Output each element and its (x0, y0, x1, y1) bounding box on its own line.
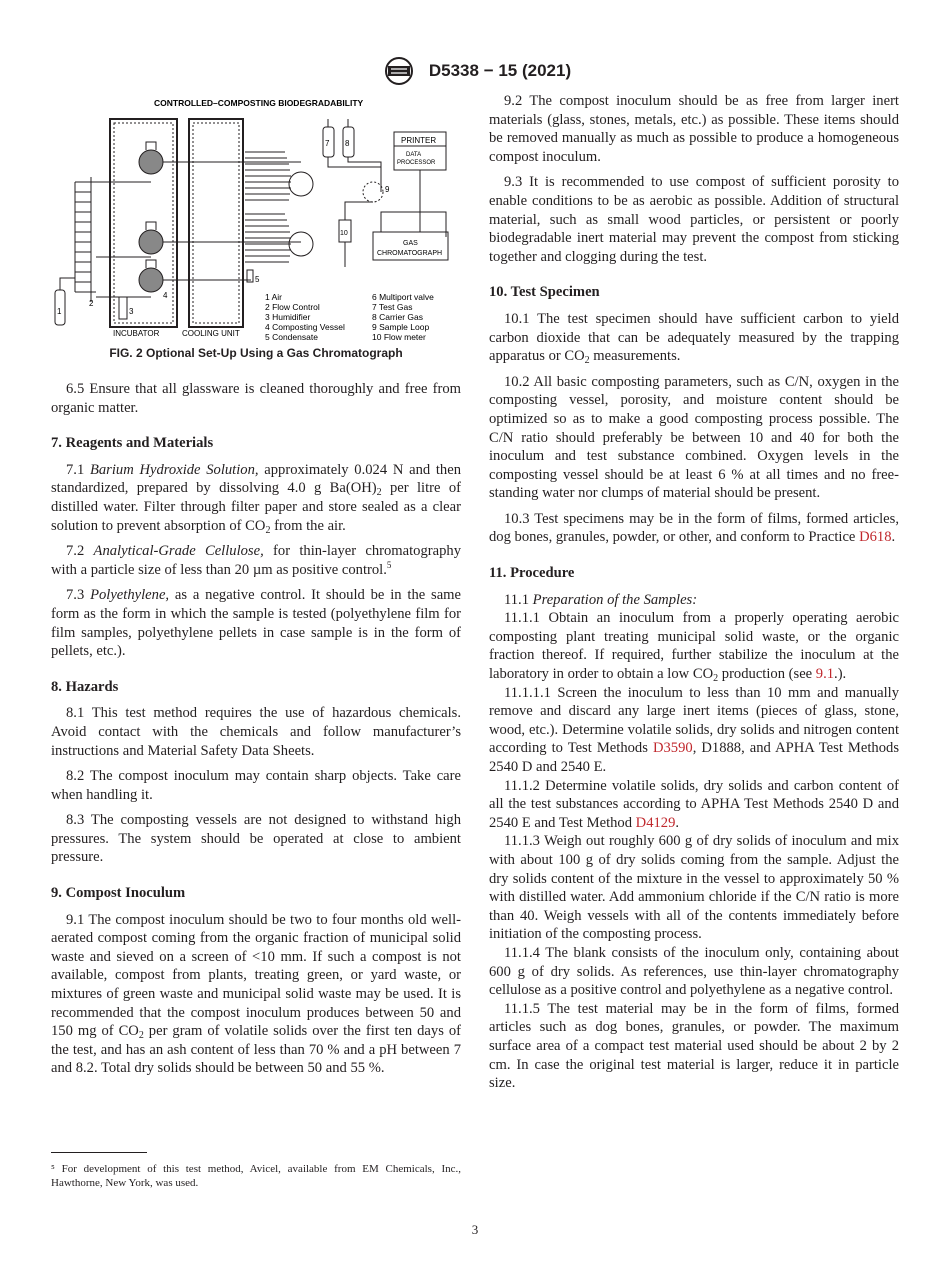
heading-section-7: 7. Reagents and Materials (51, 435, 214, 452)
label-incubator: INCUBATOR (113, 329, 160, 338)
label-9: 9 (385, 185, 390, 194)
heading-section-9: 9. Compost Inoculum (51, 885, 186, 902)
cooling-unit-box (189, 119, 243, 327)
para-10-2: 10.2 All basic composting parameters, such as C/N, oxygen in the composting vessel, porosity, and moisture content should be optimized so as to make a good composting process possible. The C/N ratio should preferably be between 10 and 40 for both the inoculum and test substance combined. Oxygen levels in the composting vessel should be at least 6 % at all times and no free-standing water nor clumps of material should be present. (489, 373, 899, 502)
page-number: 3 (471, 1222, 479, 1237)
legend-item: 6 Multiport valve (372, 292, 434, 302)
para-8-1: 8.1 This test method requires the use of hazardous chemicals. Avoid contact with the chemicals and follow manufacturer’s instructions and Material Safety Data Sheets. (51, 705, 461, 759)
link-d3590[interactable]: D3590 (652, 740, 693, 757)
cooling-unit-inner (193, 123, 239, 323)
left-column (51, 92, 461, 1085)
legend-item: 4 Composting Vessel (265, 322, 345, 332)
legend-item: 1 Air (265, 292, 283, 302)
composting-vessel-1 (139, 150, 163, 174)
link-d618[interactable]: D618 (859, 529, 892, 546)
legend-item: 9 Sample Loop (372, 322, 430, 332)
para-11-1-5: 11.1.5 The test material may be in the form of films, formed articles such as dog bones, granules, or powder. The maximum surface area of a compact test material used should be about 2 by 2 cm. In case the original test material is larger, reduce it in particle size. (489, 1000, 899, 1092)
para-6-5: 6.5 Ensure that all glassware is cleaned thoroughly and free from organic matter. (51, 381, 461, 416)
label-5: 5 (255, 275, 260, 284)
para-7-2: 7.2 Analytical-Grade Cellulose, for thin-layer chromatography with a particle size of less than 20 µm as positive control.$^5$ (51, 543, 462, 578)
label-2: 2 (89, 299, 94, 308)
astm-logo-icon (379, 56, 419, 86)
legend-item: 10 Flow meter (372, 332, 426, 342)
legend-item: 3 Humidifier (265, 312, 311, 322)
composting-vessel-2 (139, 230, 163, 254)
heading-section-11: 11. Procedure (489, 565, 575, 582)
para-11-1-1: 11.1.1 Obtain an inoculum from a properly operating aerobic composting plant treating municipal solid waste, or the organic fraction thereof. If required, further stabilize the inoculum at the laboratory in order to obtain a low $CO_2$ production (see 9.1.). (489, 610, 899, 685)
para-11-1-2: 11.1.2 Determine volatile solids, dry solids and carbon content of all the test substances according to APHA Test Methods 2540 D and 2540 E and Test Method D4129. (489, 777, 899, 831)
para-11-1: 11.1 Preparation of the Samples: (504, 591, 698, 608)
para-9-2: 9.2 The compost inoculum should be as free from larger inert materials (glass, stones, metals, etc.) as possible. These items should be removed manually as much as possible to produce a homogeneous compost inoculum. (489, 93, 899, 165)
para-11-1-1-1: 11.1.1.1 Screen the inoculum to less than 10 mm and manually remove and discard any large inert items (pieces of glass, stone, wood, etc.). Determine volatile solids, dry solids and nitrogen content according to Test Methods D3590, D1888, and APHA Test Methods 2540 D and 2540 E. (489, 684, 899, 775)
para-8-3: 8.3 The composting vessels are not designed to withstand high pressures. The system should be operated at close to ambient pressure. (51, 812, 461, 866)
page-header (0, 56, 950, 86)
label-processor: PROCESSOR (397, 160, 436, 166)
standard-designation: D5338 − 15 (2021) (428, 61, 572, 80)
para-9-1: 9.1 The compost inoculum should be two to four months old well-aerated compost coming from the organic fraction of municipal solid waste and sieved on a screen of <10 mm. If such a compost is not available, compost from plants, treating green, or yard waste, or mixtures of green waste and municipal solid waste may be used. It is recommended that the compost inoculum produces between 50 and 150 mg of $CO_2$ per gram of volatile solids over the first ten days of the test, and has an ash content of less than 70 % and a pH between 7 and 8.2. Total dry solids should be between 50 and 55 %. (51, 911, 461, 1077)
right-column (489, 92, 899, 1093)
label-10: 10 (340, 230, 348, 237)
label-cooling-unit: COOLING UNIT (182, 329, 240, 338)
legend-item: 2 Flow Control (265, 302, 320, 312)
label-4: 4 (163, 291, 168, 300)
link-d4129[interactable]: D4129 (635, 814, 676, 831)
label-8: 8 (345, 139, 350, 148)
footnote-5: ⁵ For development of this test method, Avicel, available from EM Chemicals, Inc., Hawthorne, New York, was used. (51, 1163, 461, 1189)
footnote-divider (51, 1152, 147, 1153)
para-7-1: 7.1 Barium Hydroxide Solution, approximately 0.024 N and then standardized, prepared by dissolving 4.0 g $Ba(OH)_2$ per litre of distilled water. Filter through filter paper and store sealed as a clear solution to prevent absorption of $CO_2$ from the air. (51, 461, 462, 536)
label-gas: GAS (403, 240, 418, 247)
apparatus-diagram (51, 92, 461, 342)
para-8-2: 8.2 The compost inoculum may contain sharp objects. Take care when handling it. (51, 768, 461, 803)
heading-section-10: 10. Test Specimen (489, 284, 600, 301)
para-11-1-3: 11.1.3 Weigh out roughly 600 g of dry solids of inoculum and mix with about 100 g of dry solids coming from the sample. Adjust the dry solids content of the mixture in the vessel to approximately 50 % with distilled water. Add ammonium chloride if the C/N ratio is more than 40. Weigh vessels with all of the contents immediately before initiation of the composting process. (489, 833, 899, 943)
label-1: 1 (57, 307, 62, 316)
legend-item: 5 Condensate (265, 332, 318, 342)
label-3: 3 (129, 307, 134, 316)
para-9-3: 9.3 It is recommended to use compost of sufficient porosity to enable conditions to be as aerobic as possible. Addition of structural material, such as small wood particles, or persistent or poorly biodegradable inert material may prevent the compost from sticking together and clogging during the test. (489, 174, 899, 265)
label-printer: PRINTER (401, 136, 437, 145)
legend-item: 7 Test Gas (372, 302, 413, 312)
composting-vessel-3 (139, 268, 163, 292)
figure-caption: FIG. 2 Optional Set-Up Using a Gas Chromatograph (109, 345, 403, 360)
para-7-3: 7.3 Polyethylene, as a negative control. It should be in the same form as the form in which the sample is tested (polyethylene film for film samples, polyethylene pellets in case sample is in the form of pellets, etc.). (51, 587, 462, 660)
para-10-3: 10.3 Test specimens may be in the form of films, formed articles, dog bones, granules, powder, or other, and conform to Practice D618. (489, 510, 899, 546)
heading-section-8: 8. Hazards (51, 678, 119, 695)
label-7: 7 (325, 139, 330, 148)
figure-title: CONTROLLED–COMPOSTING BIODEGRADABILITY (154, 98, 364, 108)
legend-item: 8 Carrier Gas (372, 312, 424, 322)
para-10-1: 10.1 The test specimen should have sufficient carbon to yield carbon dioxide that can be adequately measured by the trapping apparatus or $CO_2$ measurements. (489, 310, 899, 367)
para-11-1-4: 11.1.4 The blank consists of the inoculum only, containing about 600 g of dry solids. As references, use thin-layer chromatography cellulose as a positive control and polyethylene as a negative control. (489, 944, 899, 999)
label-data: DATA (406, 152, 422, 158)
link-9-1[interactable]: 9.1 (815, 666, 835, 683)
figure-2 (51, 92, 461, 360)
label-chromatograph: CHROMATOGRAPH (377, 250, 443, 257)
